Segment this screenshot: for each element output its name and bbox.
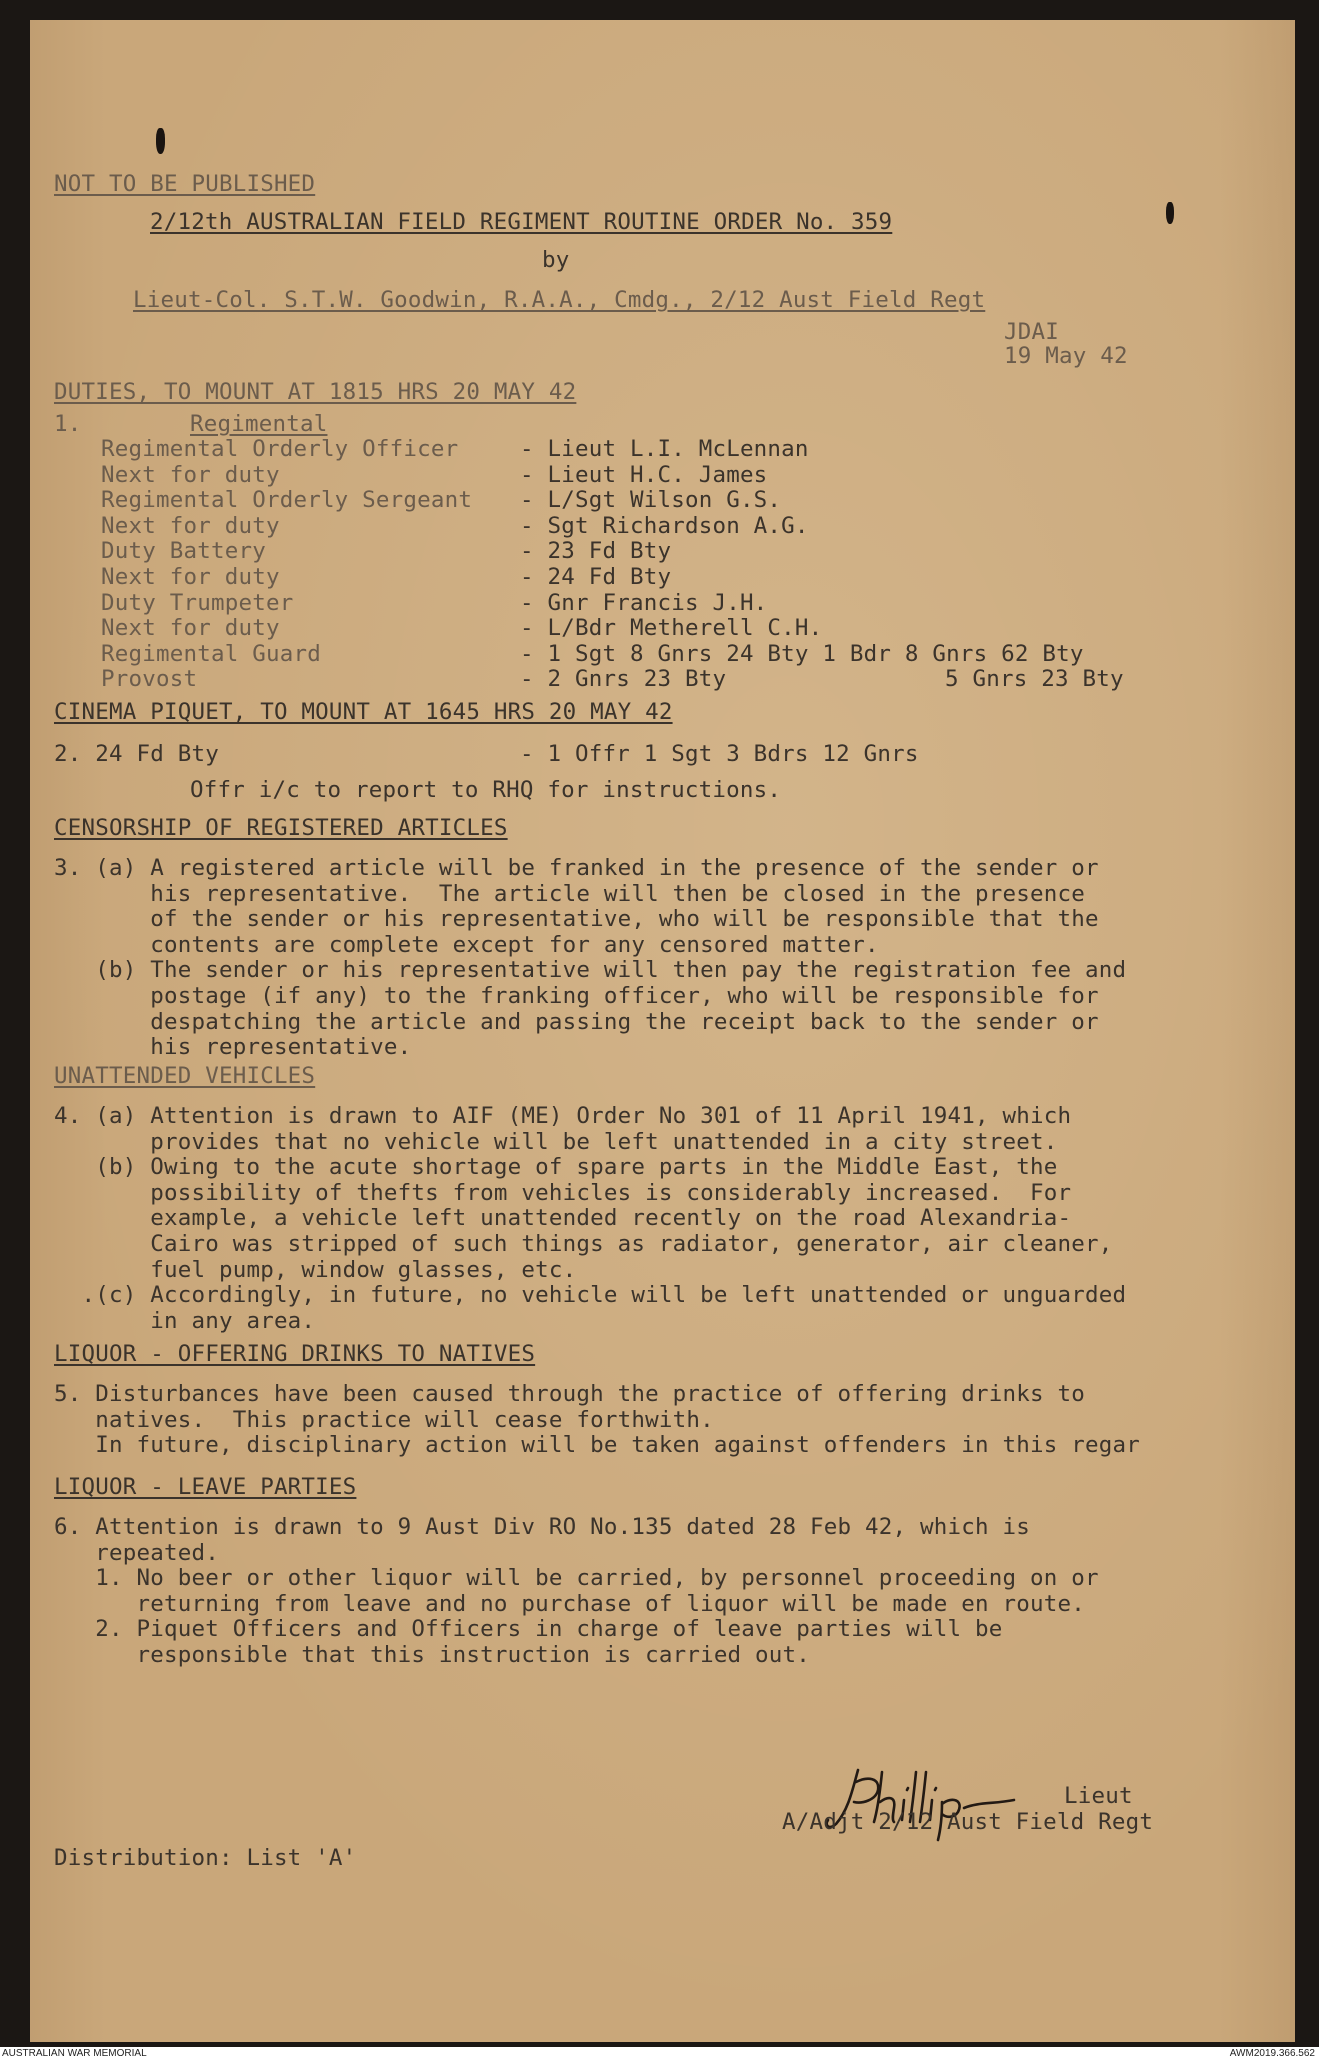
liquor-leave-line: 2. Piquet Officers and Officers in charge of leave parties will be <box>54 1616 1003 1643</box>
duty-assignment: - Lieut L.I. McLennan <box>520 436 809 462</box>
duties-heading: DUTIES, TO MOUNT AT 1815 HRS 20 MAY 42 <box>54 379 577 405</box>
duty-role: Next for duty <box>101 512 280 539</box>
duty-role: Next for duty <box>101 564 280 590</box>
liquor-natives-line: 5. Disturbances have been caused through the practice of offering drinks to <box>54 1381 1085 1407</box>
duties-number: 1. <box>54 411 82 437</box>
duty-role: Duty Battery <box>101 538 266 565</box>
distribution-line: Distribution: List 'A' <box>54 1845 357 1871</box>
cinema-detail: - 1 Offr 1 Sgt 3 Bdrs 12 Gnrs <box>520 741 919 767</box>
signatory-rank: Lieut <box>1064 1783 1133 1809</box>
liquor-natives-line: In future, disciplinary action will be taken against offenders in this regar <box>54 1432 1140 1459</box>
by-label: by <box>542 247 570 273</box>
duty-role: Provost <box>101 666 198 693</box>
document-title: 2/12th AUSTRALIAN FIELD REGIMENT ROUTINE ORDER No. 359 <box>150 209 893 235</box>
archive-reference: AWM2019.366.562 <box>1229 2048 1315 2059</box>
liquor-leave-line: 6. Attention is drawn to 9 Aust Div RO No.135 dated 28 Feb 42, which is <box>54 1514 1030 1540</box>
duty-role: Duty Trumpeter <box>101 589 294 616</box>
censorship-line: postage (if any) to the franking officer, who will be responsible for <box>54 983 1099 1009</box>
document-page <box>30 20 1295 2042</box>
duty-assignment: - 1 Sgt 8 Gnrs 24 Bty 1 Bdr 8 Gnrs 62 Bty <box>520 640 1084 667</box>
liquor-natives-line: natives. This practice will cease forthwith. <box>54 1406 714 1433</box>
duty-role: Next for duty <box>101 461 280 488</box>
vehicles-line: example, a vehicle left unattended recently on the road Alexandria- <box>54 1205 1072 1232</box>
duty-role: Regimental Guard <box>101 640 321 667</box>
censorship-heading: CENSORSHIP OF REGISTERED ARTICLES <box>54 815 508 841</box>
liquor-leave-line: repeated. <box>54 1539 219 1566</box>
liquor-leave-line: 1. No beer or other liquor will be carried, by personnel proceeding on or <box>54 1565 1099 1592</box>
document-location: JDAI <box>1004 319 1059 345</box>
duty-role: Regimental Orderly Officer <box>101 436 459 462</box>
ink-mark <box>1166 202 1174 224</box>
censorship-line: his representative. The article will then be closed in the presence <box>54 880 1085 907</box>
duty-assignment: - L/Bdr Metherell C.H. <box>520 615 823 642</box>
censorship-line: despatching the article and passing the receipt back to the sender or <box>54 1008 1099 1035</box>
liquor-leave-line: responsible that this instruction is carried out. <box>54 1642 811 1668</box>
duty-assignment: - L/Sgt Wilson G.S. <box>520 487 782 514</box>
vehicles-line: possibility of thefts from vehicles is considerably increased. For <box>54 1179 1072 1206</box>
vehicles-line: .(c) Accordingly, in future, no vehicle will be left unattended or unguarded <box>54 1282 1127 1309</box>
cinema-unit: 2. 24 Fd Bty <box>54 741 219 767</box>
liquor-natives-heading: LIQUOR - OFFERING DRINKS TO NATIVES <box>54 1341 536 1367</box>
duty-assignment: - 2 Gnrs 23 Bty <box>520 666 727 693</box>
censorship-line: 3. (a) A registered article will be franked in the presence of the sender or <box>54 855 1099 881</box>
vehicles-line: in any area. <box>54 1307 316 1334</box>
vehicles-heading: UNATTENDED VEHICLES <box>54 1063 316 1089</box>
vehicles-line: fuel pump, window glasses, etc. <box>54 1256 577 1283</box>
cinema-heading: CINEMA PIQUET, TO MOUNT AT 1645 HRS 20 MAY 42 <box>54 699 673 725</box>
censorship-line: contents are complete except for any censored matter. <box>54 931 879 958</box>
duty-role: Regimental Orderly Sergeant <box>101 487 473 514</box>
duty-assignment: - Sgt Richardson A.G. <box>520 512 809 539</box>
issuer-line: Lieut-Col. S.T.W. Goodwin, R.A.A., Cmdg., 2/12 Aust Field Regt <box>133 287 986 313</box>
ink-mark <box>156 128 165 154</box>
censorship-line: of the sender or his representative, who will be responsible that the <box>54 906 1099 933</box>
document-date: 19 May 42 <box>1004 343 1128 369</box>
duty-assignment-extra: 5 Gnrs 23 Bty <box>945 666 1124 693</box>
duty-assignment: - Lieut H.C. James <box>520 461 768 488</box>
liquor-leave-line: returning from leave and no purchase of liquor will be made en route. <box>54 1590 1085 1617</box>
censorship-line: his representative. <box>54 1034 412 1061</box>
vehicles-line: (b) Owing to the acute shortage of spare parts in the Middle East, the <box>54 1154 1058 1181</box>
cinema-instruction: Offr i/c to report to RHQ for instructions. <box>190 777 782 803</box>
duty-assignment: - Gnr Francis J.H. <box>520 589 768 616</box>
duty-assignment: - 23 Fd Bty <box>520 538 672 565</box>
censorship-line: (b) The sender or his representative will then pay the registration fee and <box>54 957 1127 984</box>
archive-source: AUSTRALIAN WAR MEMORIAL <box>2 2048 147 2059</box>
duty-assignment: - 24 Fd Bty <box>520 564 672 590</box>
restriction-notice: NOT TO BE PUBLISHED <box>54 171 316 197</box>
duties-subheading: Regimental <box>190 411 328 437</box>
vehicles-line: 4. (a) Attention is drawn to AIF (ME) Order No 301 of 11 April 1941, which <box>54 1103 1072 1129</box>
vehicles-line: Cairo was stripped of such things as radiator, generator, air cleaner, <box>54 1231 1113 1257</box>
duty-role: Next for duty <box>101 615 280 642</box>
vehicles-line: provides that no vehicle will be left unattended in a city street. <box>54 1128 1058 1155</box>
signatory-appointment: A/Adjt 2/12 Aust Field Regt <box>782 1809 1154 1835</box>
liquor-leave-heading: LIQUOR - LEAVE PARTIES <box>54 1474 357 1500</box>
